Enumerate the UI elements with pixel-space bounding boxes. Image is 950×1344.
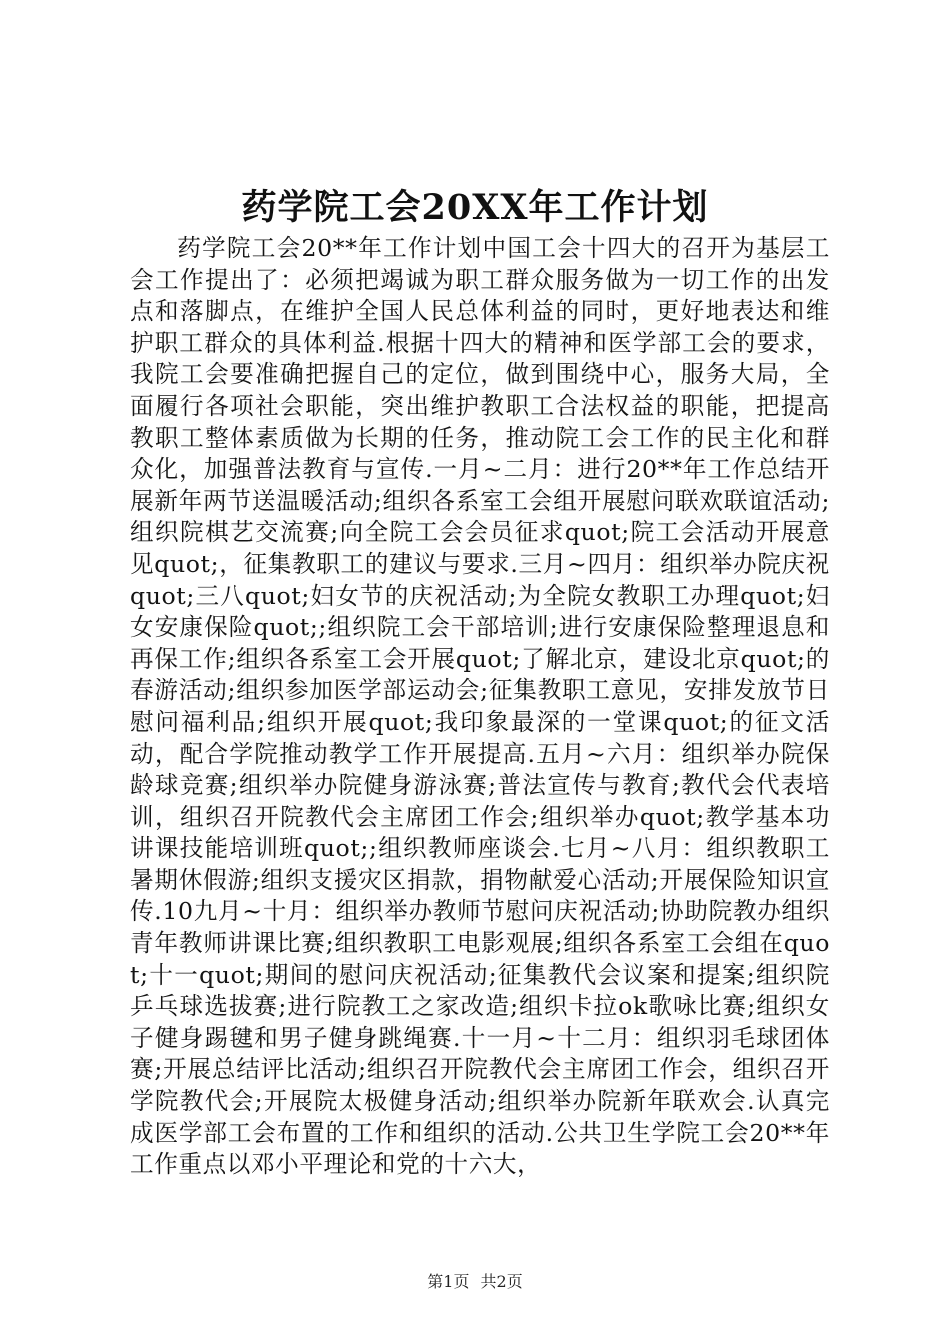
page-footer: [0, 1271, 950, 1293]
document-title: 药学院工会20XX年工作计划: [241, 187, 709, 228]
page-number-current: 第1页: [427, 1272, 470, 1291]
document-body: 药学院工会20**年工作计划中国工会十四大的召开为基层工会工作提出了：必须把竭诚为职工群众服务做为一切工作的出发点和落脚点，在维护全国人民总体利益的同时，更好地表达和维护职工群众的具体利益.根据十四大的精神和医学部工会的要求，我院工会要准确把握自己的定位，做到围绕中心，服务大局，全面履行各项社会职能，突出维护教职工合法权益的职能，把提高教职工整体素质做为长期的任务，推动院工会工作的民主化和群众化，加强普法教育与宣传.一月~二月：进行20**年工作总结开展新年两节送温暖活动;组织各系室工会组开展慰问联欢联谊活动;组织院棋艺交流赛;向全院工会会员征求quot;院工会活动开展意见quot;，征集教职工的建议与要求.三月~四月：组织举办院庆祝quot;三八quot;妇女节的庆祝活动;为全院女教职工办理quot;妇女安康保险quot;;组织院工会干部培训;进行安康保险整理退息和再保工作;组织各系室工会开展quot;了解北京，建设北京quot;的春游活动;组织参加医学部运动会;征集教职工意见，安排发放节日慰问福利品;组织开展quot;我印象最深的一堂课quot;的征文活动，配合学院推动教学工作开展提高.五月~六月：组织举办院保龄球竞赛;组织举办院健身游泳赛;普法宣传与教育;教代会代表培训，组织召开院教代会主席团工作会;组织举办quot;教学基本功讲课技能培训班quot;;组织教师座谈会.七月~八月：组织教职工暑期休假游;组织支援灾区捐款，捐物献爱心活动;开展保险知识宣传.10九月~十月：组织举办教师节慰问庆祝活动;协助院教办组织青年教师讲课比赛;组织教职工电影观展;组织各系室工会组在quot;十一quot;期间的慰问庆祝活动;征集教代会议案和提案;组织院乒乓球选拔赛;进行院教工之家改造;组织卡拉ok歌咏比赛;组织女子健身踢毽和男子健身跳绳赛.十一月~十二月：组织羽毛球团体赛;开展总结评比活动;组织召开院教代会主席团工作会，组织召开学院教代会;开展院太极健身活动;组织举办院新年联欢会.认真完成医学部工会布置的工作和组织的活动.公共卫生学院工会20**年工作重点以邓小平理论和党的十六大，: [130, 234, 830, 1179]
page-number-total: 共2页: [480, 1272, 523, 1291]
